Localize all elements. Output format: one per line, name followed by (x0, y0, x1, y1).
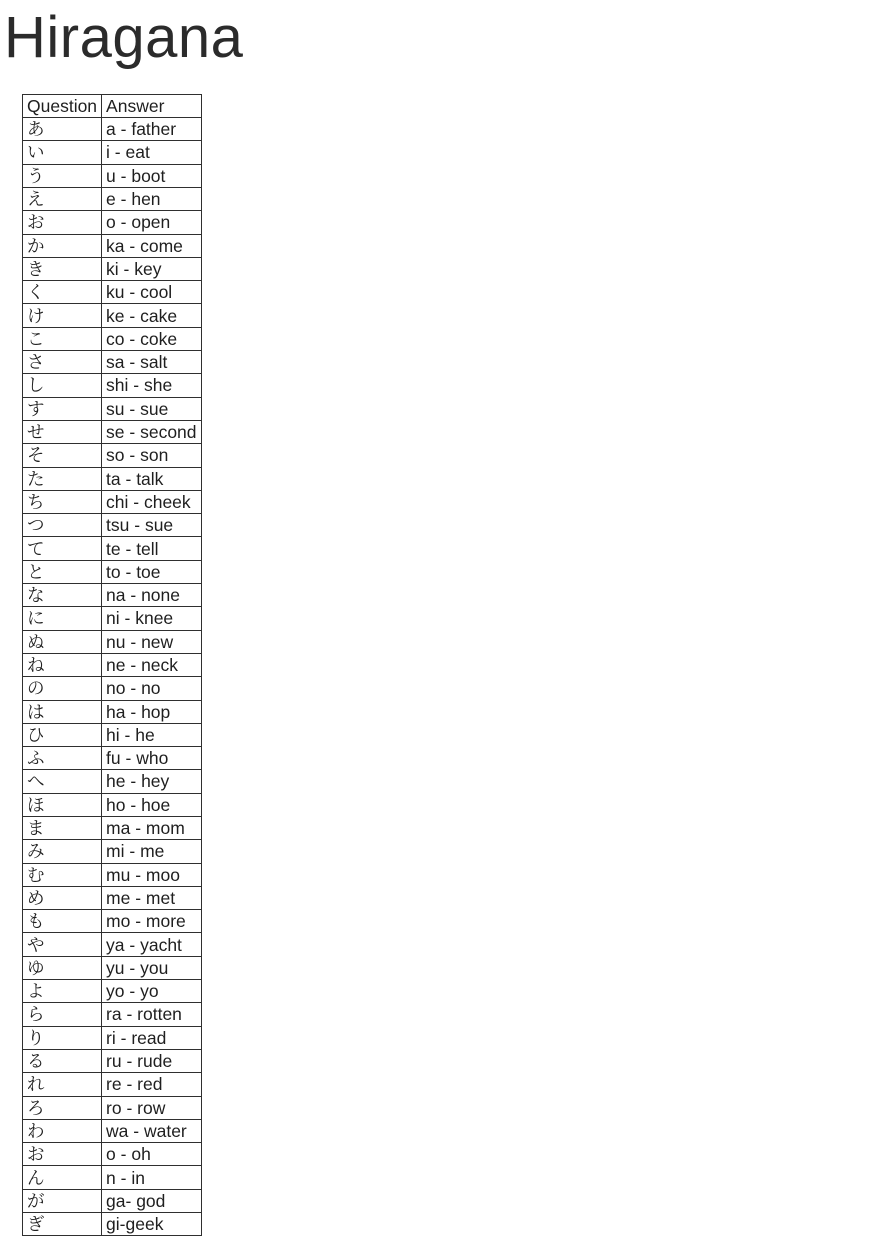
table-row (23, 187, 202, 210)
answer-cell: tsu - sue (102, 514, 201, 537)
table-row (23, 886, 202, 909)
table-row (23, 211, 202, 234)
question-cell: の (23, 677, 102, 700)
table-row (23, 1166, 202, 1189)
question-cell: お (23, 211, 102, 234)
table-row (23, 560, 202, 583)
page-title: Hiragana (4, 5, 244, 70)
question-cell: ゆ (23, 956, 102, 979)
answer-cell: te - tell (102, 537, 201, 560)
question-cell: わ (23, 1119, 102, 1142)
table-row (23, 584, 202, 607)
answer-cell: ta - talk (102, 467, 201, 490)
answer-cell: ga- god (102, 1189, 201, 1212)
answer-cell: ma - mom (102, 817, 201, 840)
answer-cell: re - red (102, 1073, 201, 1096)
column-header-answer: Answer (102, 94, 201, 117)
question-cell: な (23, 584, 102, 607)
question-cell: ひ (23, 723, 102, 746)
answer-cell: ke - cake (102, 304, 201, 327)
answer-cell: wa - water (102, 1119, 201, 1142)
table-row (23, 257, 202, 280)
question-cell: け (23, 304, 102, 327)
table-row (23, 490, 202, 513)
question-cell: せ (23, 420, 102, 443)
question-cell: み (23, 840, 102, 863)
answer-cell: se - second (102, 420, 201, 443)
answer-cell: ka - come (102, 234, 201, 257)
question-cell: つ (23, 514, 102, 537)
answer-cell: gi-geek (102, 1213, 201, 1236)
question-cell: ら (23, 1003, 102, 1026)
answer-cell: no - no (102, 677, 201, 700)
table-row (23, 351, 202, 374)
table-row (23, 747, 202, 770)
table-row (23, 118, 202, 141)
table-row (23, 444, 202, 467)
question-cell: む (23, 863, 102, 886)
table-row (23, 700, 202, 723)
question-cell: い (23, 141, 102, 164)
table-row (23, 723, 202, 746)
question-cell: と (23, 560, 102, 583)
question-cell: さ (23, 351, 102, 374)
table-row (23, 1119, 202, 1142)
table-row (23, 1096, 202, 1119)
question-cell: れ (23, 1073, 102, 1096)
answer-cell: sa - salt (102, 351, 201, 374)
answer-cell: co - coke (102, 327, 201, 350)
table-row (23, 281, 202, 304)
table-row (23, 374, 202, 397)
question-cell: る (23, 1049, 102, 1072)
table-row (23, 1073, 202, 1096)
answer-cell: ha - hop (102, 700, 201, 723)
question-cell: そ (23, 444, 102, 467)
table-row (23, 164, 202, 187)
question-cell: ぬ (23, 630, 102, 653)
table-row (23, 420, 202, 443)
question-cell: ま (23, 817, 102, 840)
question-cell: あ (23, 118, 102, 141)
table-row (23, 1143, 202, 1166)
question-cell: お (23, 1143, 102, 1166)
answer-cell: e - hen (102, 187, 201, 210)
table-row (23, 1213, 202, 1236)
table-row (23, 514, 202, 537)
question-cell: ち (23, 490, 102, 513)
answer-cell: ku - cool (102, 281, 201, 304)
answer-cell: so - son (102, 444, 201, 467)
table-row (23, 304, 202, 327)
question-cell: に (23, 607, 102, 630)
answer-cell: o - oh (102, 1143, 201, 1166)
answer-cell: chi - cheek (102, 490, 201, 513)
question-cell: が (23, 1189, 102, 1212)
table-row (23, 933, 202, 956)
table-row (23, 141, 202, 164)
question-cell: く (23, 281, 102, 304)
answer-cell: nu - new (102, 630, 201, 653)
table-row (23, 817, 202, 840)
question-cell: こ (23, 327, 102, 350)
question-cell: ね (23, 653, 102, 676)
question-cell: め (23, 886, 102, 909)
table-row (23, 1003, 202, 1026)
question-cell: ふ (23, 747, 102, 770)
question-cell: え (23, 187, 102, 210)
answer-cell: ni - knee (102, 607, 201, 630)
question-cell: す (23, 397, 102, 420)
header-row (23, 94, 202, 117)
answer-cell: ki - key (102, 257, 201, 280)
question-cell: ん (23, 1166, 102, 1189)
table-row (23, 327, 202, 350)
answer-cell: mi - me (102, 840, 201, 863)
answer-cell: to - toe (102, 560, 201, 583)
question-cell: り (23, 1026, 102, 1049)
table-row (23, 537, 202, 560)
answer-cell: fu - who (102, 747, 201, 770)
answer-cell: u - boot (102, 164, 201, 187)
question-cell: た (23, 467, 102, 490)
answer-cell: yu - you (102, 956, 201, 979)
answer-cell: mu - moo (102, 863, 201, 886)
question-cell: よ (23, 980, 102, 1003)
answer-cell: me - met (102, 886, 201, 909)
table-row (23, 956, 202, 979)
question-cell: へ (23, 770, 102, 793)
question-cell: も (23, 910, 102, 933)
table-row (23, 653, 202, 676)
table-body (23, 118, 202, 1236)
question-cell: ほ (23, 793, 102, 816)
question-cell: き (23, 257, 102, 280)
question-cell: か (23, 234, 102, 257)
answer-cell: hi - he (102, 723, 201, 746)
table-row (23, 467, 202, 490)
question-cell: は (23, 700, 102, 723)
answer-cell: na - none (102, 584, 201, 607)
question-cell: う (23, 164, 102, 187)
table-row (23, 980, 202, 1003)
table-row (23, 840, 202, 863)
table-header (23, 94, 202, 117)
table-row (23, 1189, 202, 1212)
answer-cell: he - hey (102, 770, 201, 793)
table-row (23, 630, 202, 653)
question-cell: や (23, 933, 102, 956)
table-row (23, 1049, 202, 1072)
question-cell: ぎ (23, 1213, 102, 1236)
answer-cell: ho - hoe (102, 793, 201, 816)
answer-cell: ri - read (102, 1026, 201, 1049)
answer-cell: a - father (102, 118, 201, 141)
answer-cell: mo - more (102, 910, 201, 933)
question-cell: し (23, 374, 102, 397)
table-row (23, 607, 202, 630)
answer-cell: ru - rude (102, 1049, 201, 1072)
table-row (23, 1026, 202, 1049)
table-row (23, 397, 202, 420)
column-header-question: Question (23, 94, 102, 117)
hiragana-table (22, 94, 202, 1237)
table-row (23, 770, 202, 793)
table-row (23, 863, 202, 886)
table-row (23, 234, 202, 257)
table-row (23, 793, 202, 816)
answer-cell: yo - yo (102, 980, 201, 1003)
answer-cell: ra - rotten (102, 1003, 201, 1026)
table-row (23, 910, 202, 933)
answer-cell: ne - neck (102, 653, 201, 676)
answer-cell: ya - yacht (102, 933, 201, 956)
answer-cell: i - eat (102, 141, 201, 164)
table-row (23, 677, 202, 700)
answer-cell: n - in (102, 1166, 201, 1189)
answer-cell: ro - row (102, 1096, 201, 1119)
answer-cell: shi - she (102, 374, 201, 397)
answer-cell: su - sue (102, 397, 201, 420)
question-cell: ろ (23, 1096, 102, 1119)
question-cell: て (23, 537, 102, 560)
answer-cell: o - open (102, 211, 201, 234)
